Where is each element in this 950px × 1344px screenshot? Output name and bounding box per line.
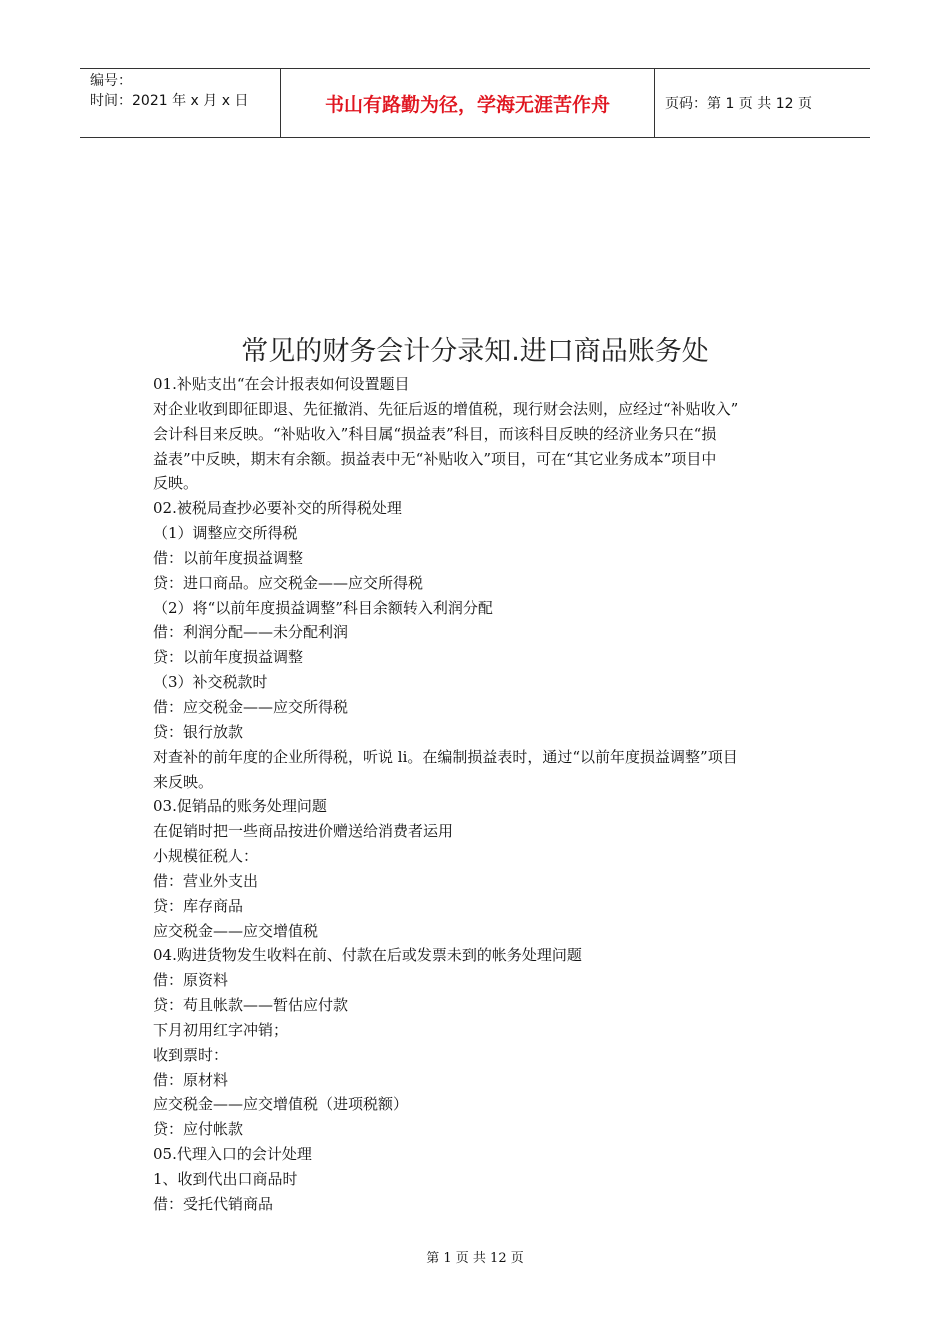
document-title: 常见的财务会计分录知.进口商品账务处: [241, 336, 709, 367]
body-line: 借：原资料: [153, 971, 229, 990]
body-line: 应交税金——应交增值税: [153, 921, 319, 940]
body-line: 应交税金——应交增值税（进项税额）: [153, 1095, 409, 1114]
body-line: 会计科目来反映。“补贴收入”科目属“损益表”科目，而该科目反映的经济业务只在“损: [153, 424, 717, 443]
body-line: 贷：银行放款: [153, 722, 244, 741]
body-line: 借：营业外支出: [153, 871, 259, 890]
body-line: 贷：以前年度损益调整: [153, 648, 304, 667]
body-line: 来反映。: [153, 772, 214, 791]
body-line: 反映。: [153, 474, 199, 493]
body-line: 下月初用红字冲销；: [153, 1020, 289, 1039]
document-body: [153, 372, 828, 1217]
body-line: （2）将“以前年度损益调整”科目余额转入利润分配: [153, 598, 493, 617]
header-page-label: 页码：第 1 页 共 12 页: [665, 96, 812, 112]
body-line: 1、收到代出口商品时: [153, 1170, 298, 1188]
body-line: 贷：库存商品: [153, 896, 244, 915]
body-line: 01.补贴支出“在会计报表如何设置题目: [153, 375, 410, 393]
header-meta: [80, 69, 281, 137]
body-line: 小规模征税人：: [153, 847, 259, 866]
body-line: 借：以前年度损益调整: [153, 548, 304, 567]
body-line: 借：利润分配——未分配利润: [153, 623, 349, 642]
body-line: 贷：应付帐款: [153, 1120, 244, 1139]
body-line: 贷：苟且帐款——暂估应付款: [153, 996, 349, 1015]
body-line: 03.促销品的账务处理问题: [153, 797, 327, 816]
body-line: （1）调整应交所得税: [153, 524, 298, 543]
body-line: 收到票时：: [153, 1045, 229, 1064]
body-line: 对企业收到即征即退、先征撤消、先征后返的增值税，现行财会法则，应经过“补贴收入”: [153, 399, 739, 418]
body-line: 02.被税局查抄必要补交的所得税处理: [153, 499, 402, 518]
page-footer: 第 1 页 共 12 页: [426, 1251, 524, 1266]
body-line: 05.代理入口的会计处理: [153, 1145, 312, 1164]
header-motto: 书山有路勤为径，学海无涯苦作舟: [281, 69, 655, 137]
serial-label: 编号：: [90, 73, 132, 89]
body-line: 借：受托代销商品: [153, 1194, 274, 1213]
body-line: 借：原材料: [153, 1070, 229, 1089]
time-label: 时间：2021 年 x 月 x 日: [90, 93, 249, 109]
body-line: 借：应交税金——应交所得税: [153, 697, 349, 716]
body-line: 贷：进口商品。应交税金——应交所得税: [153, 573, 424, 592]
body-line: 对查补的前年度的企业所得税，听说 li。在编制损益表时，通过“以前年度损益调整”项目: [153, 747, 738, 766]
document-header: [80, 68, 870, 138]
body-line: 益表”中反映，期末有余额。损益表中无“补贴收入”项目，可在“其它业务成本”项目中: [153, 449, 717, 468]
body-line: （3）补交税款时: [153, 673, 268, 692]
body-line: 04.购进货物发生收料在前、付款在后或发票未到的帐务处理问题: [153, 946, 582, 965]
body-line: 在促销时把一些商品按进价赠送给消费者运用: [153, 822, 454, 841]
